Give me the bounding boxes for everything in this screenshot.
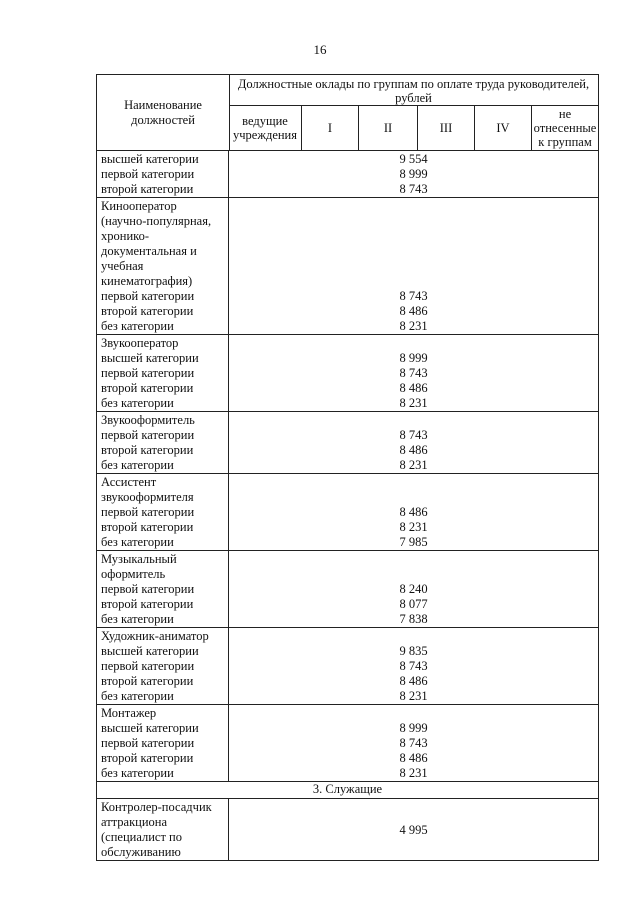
position-name-line: Звукооператор [101, 336, 179, 350]
position-name-line: аттракциона [101, 815, 168, 829]
table-body [96, 151, 599, 782]
position-name-cell [97, 705, 229, 781]
position-name-line: Звукооформитель [101, 413, 195, 427]
position-name-line: второй категории [101, 182, 194, 196]
salary-value: 8 999 [399, 721, 428, 735]
position-name-cell [97, 799, 229, 860]
salary-value: 8 486 [399, 674, 428, 688]
position-name-line: второй категории [101, 520, 194, 534]
table-header [96, 74, 599, 151]
salary-value: 8 231 [399, 319, 428, 333]
position-name-line: Кинооператор [101, 199, 177, 213]
salary-value: 8 743 [399, 366, 428, 380]
section-title: 3. Служащие [96, 782, 599, 799]
position-name-line: первой категории [101, 582, 195, 596]
position-name-line: обслуживанию [101, 845, 181, 859]
salary-value: 8 743 [399, 428, 428, 442]
position-name-line: Художник-аниматор [101, 629, 209, 643]
salary-value: 8 486 [399, 505, 428, 519]
position-name-line: второй категории [101, 674, 194, 688]
salary-value: 8 743 [399, 289, 428, 303]
salary-table [96, 74, 599, 861]
position-name-line: без категории [101, 396, 174, 410]
position-name-line: без категории [101, 612, 174, 626]
position-name-line: второй категории [101, 304, 194, 318]
position-name-line: (научно-популярная, [101, 214, 212, 228]
position-name-line: второй категории [101, 597, 194, 611]
position-name-line: второй категории [101, 443, 194, 457]
table-row-group [96, 551, 599, 628]
salary-value: 8 743 [399, 182, 428, 196]
salary-value: 8 486 [399, 751, 428, 765]
header-subcolumns [229, 106, 598, 150]
position-name-line: оформитель [101, 567, 166, 581]
header-col-2: II [359, 106, 418, 150]
header-col-4: IV [475, 106, 532, 150]
table-row-group [96, 151, 599, 198]
position-name-line: кинематография) [101, 274, 193, 288]
page-number: 16 [313, 42, 327, 57]
position-name-cell [97, 412, 229, 473]
header-group-title: Должностные оклады по группам по оплате труда руководителей, рублей [229, 75, 598, 106]
salary-value: 8 743 [399, 736, 428, 750]
salary-value: 8 231 [399, 458, 428, 472]
table-row-group [96, 799, 599, 861]
table-row-group [96, 474, 599, 551]
salary-value: 8 486 [399, 443, 428, 457]
salary-value: 8 486 [399, 381, 428, 395]
position-name-line: звукооформителя [101, 490, 194, 504]
header-name-column: Наименование должностей [97, 75, 230, 150]
position-name-line: первой категории [101, 505, 195, 519]
position-name-cell [97, 628, 229, 704]
salary-value: 8 077 [399, 597, 428, 611]
position-name-line: Ассистент [101, 475, 157, 489]
position-name-cell [97, 551, 229, 627]
salary-value: 7 838 [399, 612, 428, 626]
salary-value: 8 231 [399, 396, 428, 410]
table-row-group [96, 628, 599, 705]
salary-value: 8 743 [399, 659, 428, 673]
position-name-line: первой категории [101, 659, 195, 673]
position-name-cell [97, 198, 229, 334]
position-name-line: высшей категории [101, 152, 199, 166]
position-name-line: Монтажер [101, 706, 157, 720]
salary-value: 8 240 [399, 582, 428, 596]
position-name-line: первой категории [101, 428, 195, 442]
position-name-line: без категории [101, 766, 174, 780]
position-name-line: второй категории [101, 381, 194, 395]
table-row-group [96, 198, 599, 335]
position-name-line: Контролер-посадчик [101, 800, 212, 814]
position-name-line: первой категории [101, 289, 195, 303]
salary-value: 8 999 [399, 351, 428, 365]
position-name-line: первой категории [101, 366, 195, 380]
header-col-unassigned: не отнесенные к группам [533, 107, 597, 149]
position-name-line: без категории [101, 689, 174, 703]
position-name-line: (специалист по [101, 830, 182, 844]
table-body-section-3 [96, 799, 599, 861]
table-row-group [96, 412, 599, 474]
position-name-line: учебная [101, 259, 144, 273]
salary-value: 8 231 [399, 689, 428, 703]
salary-value: 8 231 [399, 520, 428, 534]
salary-value: 9 835 [399, 644, 428, 658]
position-name-line: высшей категории [101, 644, 199, 658]
salary-value: 4 995 [399, 822, 428, 837]
position-name-line: без категории [101, 458, 174, 472]
header-col-leading: ведущие учреждения [229, 106, 302, 150]
position-name-line: первой категории [101, 167, 195, 181]
position-name-line: высшей категории [101, 721, 199, 735]
salary-value: 8 999 [399, 167, 428, 181]
position-name-line: высшей категории [101, 351, 199, 365]
table-row-group [96, 705, 599, 782]
header-col-1: I [302, 106, 359, 150]
position-name-line: второй категории [101, 751, 194, 765]
position-name-line: Музыкальный [101, 552, 177, 566]
position-name-line: без категории [101, 319, 174, 333]
position-name-cell [97, 474, 229, 550]
position-name-line: без категории [101, 535, 174, 549]
header-col-3: III [418, 106, 475, 150]
position-name-cell [97, 335, 229, 411]
salary-value: 9 554 [399, 152, 428, 166]
position-name-line: документальная и [101, 244, 197, 258]
salary-value: 8 486 [399, 304, 428, 318]
salary-value: 8 231 [399, 766, 428, 780]
position-name-line: хронико- [101, 229, 149, 243]
position-name-line: первой категории [101, 736, 195, 750]
position-name-cell [97, 151, 229, 197]
salary-value: 7 985 [399, 535, 428, 549]
table-row-group [96, 335, 599, 412]
